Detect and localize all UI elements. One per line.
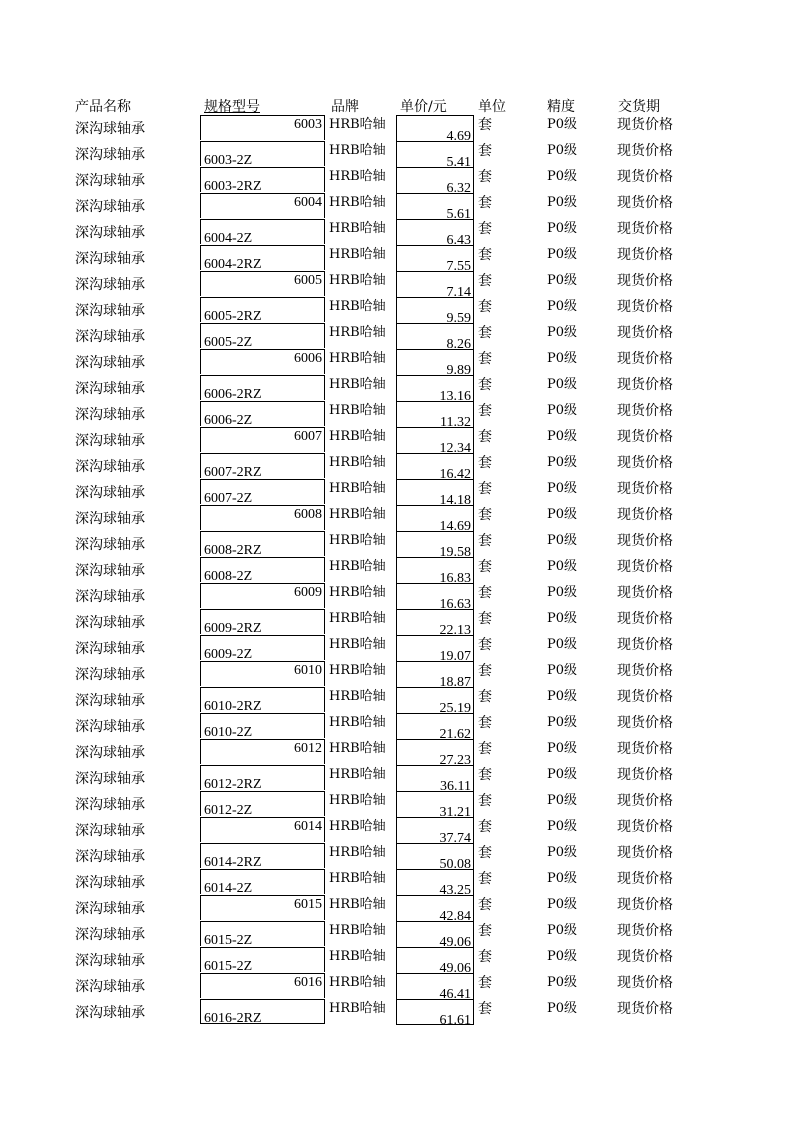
table-row: [0, 999, 793, 1028]
unit-price-cell: 14.18: [396, 479, 474, 505]
brand-cell: HRB哈轴: [329, 221, 386, 236]
precision-cell: P0级: [547, 741, 578, 756]
table-row: [0, 843, 793, 872]
unit-price-cell: 14.69: [396, 505, 474, 531]
brand-cell: HRB哈轴: [329, 533, 386, 548]
brand-cell: HRB哈轴: [329, 403, 386, 418]
precision-cell: P0级: [547, 663, 578, 678]
brand-cell: HRB哈轴: [329, 611, 386, 626]
delivery-cell: 现货价格: [617, 611, 673, 627]
unit-price-cell: 6.43: [396, 219, 474, 245]
model-cell: 6009-2RZ: [200, 609, 325, 634]
model-cell: 6005: [200, 271, 325, 296]
precision-cell: P0级: [547, 897, 578, 912]
precision-cell: P0级: [547, 195, 578, 210]
unit-price-cell: 49.06: [396, 947, 474, 973]
delivery-cell: 现货价格: [617, 715, 673, 731]
product-name-cell: 深沟球轴承: [75, 225, 145, 241]
product-name-cell: 深沟球轴承: [75, 173, 145, 189]
precision-cell: P0级: [547, 403, 578, 418]
table-row: [0, 817, 793, 846]
unit-cell: 套: [478, 325, 492, 341]
product-name-cell: 深沟球轴承: [75, 277, 145, 293]
model-cell: 6010: [200, 661, 325, 686]
table-row: [0, 505, 793, 534]
delivery-cell: 现货价格: [617, 429, 673, 445]
precision-cell: P0级: [547, 1001, 578, 1016]
brand-cell: HRB哈轴: [329, 299, 386, 314]
delivery-cell: 现货价格: [617, 767, 673, 783]
table-row: [0, 453, 793, 482]
model-cell: 6015: [200, 895, 325, 920]
model-cell: 6007: [200, 427, 325, 452]
brand-cell: HRB哈轴: [329, 689, 386, 704]
precision-cell: P0级: [547, 247, 578, 262]
model-cell: 6005-2RZ: [200, 297, 325, 322]
product-name-cell: 深沟球轴承: [75, 199, 145, 215]
delivery-cell: 现货价格: [617, 143, 673, 159]
unit-price-cell: 22.13: [396, 609, 474, 635]
delivery-cell: 现货价格: [617, 1001, 673, 1017]
table-row: [0, 297, 793, 326]
model-cell: 6010-2Z: [200, 713, 325, 738]
brand-cell: HRB哈轴: [329, 1001, 386, 1016]
unit-price-cell: 36.11: [396, 765, 474, 791]
brand-cell: HRB哈轴: [329, 793, 386, 808]
table-row: [0, 323, 793, 352]
precision-cell: P0级: [547, 143, 578, 158]
product-name-cell: 深沟球轴承: [75, 875, 145, 891]
precision-cell: P0级: [547, 377, 578, 392]
unit-price-cell: 25.19: [396, 687, 474, 713]
product-name-cell: 深沟球轴承: [75, 407, 145, 423]
product-name-cell: 深沟球轴承: [75, 1005, 145, 1021]
table-row: [0, 141, 793, 170]
unit-price-cell: 16.42: [396, 453, 474, 479]
model-cell: 6004-2RZ: [200, 245, 325, 270]
brand-cell: HRB哈轴: [329, 143, 386, 158]
unit-cell: 套: [478, 897, 492, 913]
unit-cell: 套: [478, 455, 492, 471]
precision-cell: P0级: [547, 585, 578, 600]
brand-cell: HRB哈轴: [329, 871, 386, 886]
delivery-cell: 现货价格: [617, 299, 673, 315]
table-row: [0, 115, 793, 144]
brand-cell: HRB哈轴: [329, 715, 386, 730]
unit-cell: 套: [478, 871, 492, 887]
model-cell: 6016: [200, 973, 325, 998]
product-name-cell: 深沟球轴承: [75, 329, 145, 345]
table-row: [0, 609, 793, 638]
precision-cell: P0级: [547, 793, 578, 808]
table-row: [0, 427, 793, 456]
brand-cell: HRB哈轴: [329, 351, 386, 366]
brand-cell: HRB哈轴: [329, 481, 386, 496]
product-name-cell: 深沟球轴承: [75, 667, 145, 683]
product-name-cell: 深沟球轴承: [75, 953, 145, 969]
table-row: [0, 557, 793, 586]
unit-cell: 套: [478, 429, 492, 445]
brand-cell: HRB哈轴: [329, 819, 386, 834]
unit-cell: 套: [478, 559, 492, 575]
table-row: [0, 401, 793, 430]
unit-cell: 套: [478, 793, 492, 809]
delivery-cell: 现货价格: [617, 273, 673, 289]
brand-cell: HRB哈轴: [329, 273, 386, 288]
precision-cell: P0级: [547, 507, 578, 522]
brand-cell: HRB哈轴: [329, 767, 386, 782]
product-name-cell: 深沟球轴承: [75, 511, 145, 527]
product-name-cell: 深沟球轴承: [75, 147, 145, 163]
table-row: [0, 531, 793, 560]
model-cell: 6003-2RZ: [200, 167, 325, 192]
model-cell: 6007-2Z: [200, 479, 325, 504]
delivery-cell: 现货价格: [617, 819, 673, 835]
product-name-cell: 深沟球轴承: [75, 745, 145, 761]
unit-cell: 套: [478, 923, 492, 939]
unit-cell: 套: [478, 611, 492, 627]
delivery-cell: 现货价格: [617, 975, 673, 991]
header-delivery: 交货期: [618, 99, 660, 115]
unit-price-cell: 11.32: [396, 401, 474, 427]
model-cell: 6004-2Z: [200, 219, 325, 244]
product-name-cell: 深沟球轴承: [75, 563, 145, 579]
precision-cell: P0级: [547, 325, 578, 340]
table-row: [0, 687, 793, 716]
unit-price-cell: 49.06: [396, 921, 474, 947]
unit-price-cell: 12.34: [396, 427, 474, 453]
brand-cell: HRB哈轴: [329, 663, 386, 678]
model-cell: 6006-2Z: [200, 401, 325, 426]
unit-price-cell: 5.41: [396, 141, 474, 167]
table-row: [0, 219, 793, 248]
brand-cell: HRB哈轴: [329, 325, 386, 340]
product-name-cell: 深沟球轴承: [75, 641, 145, 657]
precision-cell: P0级: [547, 273, 578, 288]
product-name-cell: 深沟球轴承: [75, 927, 145, 943]
delivery-cell: 现货价格: [617, 221, 673, 237]
unit-price-cell: 8.26: [396, 323, 474, 349]
model-cell: 6007-2RZ: [200, 453, 325, 478]
delivery-cell: 现货价格: [617, 507, 673, 523]
unit-cell: 套: [478, 377, 492, 393]
product-name-cell: 深沟球轴承: [75, 901, 145, 917]
unit-cell: 套: [478, 351, 492, 367]
delivery-cell: 现货价格: [617, 481, 673, 497]
brand-cell: HRB哈轴: [329, 741, 386, 756]
table-row: [0, 947, 793, 976]
brand-cell: HRB哈轴: [329, 845, 386, 860]
model-cell: 6016-2RZ: [200, 999, 325, 1024]
delivery-cell: 现货价格: [617, 637, 673, 653]
product-name-cell: 深沟球轴承: [75, 771, 145, 787]
brand-cell: HRB哈轴: [329, 637, 386, 652]
precision-cell: P0级: [547, 845, 578, 860]
price-column-bottom-border: [396, 1024, 474, 1025]
product-name-cell: 深沟球轴承: [75, 121, 145, 137]
unit-price-cell: 61.61: [396, 999, 474, 1025]
unit-cell: 套: [478, 273, 492, 289]
precision-cell: P0级: [547, 949, 578, 964]
delivery-cell: 现货价格: [617, 195, 673, 211]
unit-cell: 套: [478, 767, 492, 783]
precision-cell: P0级: [547, 819, 578, 834]
model-cell: 6006-2RZ: [200, 375, 325, 400]
delivery-cell: 现货价格: [617, 533, 673, 549]
unit-cell: 套: [478, 247, 492, 263]
model-column-bottom-border: [200, 1023, 325, 1024]
unit-cell: 套: [478, 819, 492, 835]
product-name-cell: 深沟球轴承: [75, 355, 145, 371]
delivery-cell: 现货价格: [617, 325, 673, 341]
precision-cell: P0级: [547, 611, 578, 626]
brand-cell: HRB哈轴: [329, 117, 386, 132]
unit-price-cell: 9.89: [396, 349, 474, 375]
unit-price-cell: 6.32: [396, 167, 474, 193]
model-cell: 6005-2Z: [200, 323, 325, 348]
unit-cell: 套: [478, 169, 492, 185]
brand-cell: HRB哈轴: [329, 559, 386, 574]
model-cell: 6008-2Z: [200, 557, 325, 582]
precision-cell: P0级: [547, 299, 578, 314]
unit-cell: 套: [478, 975, 492, 991]
model-cell: 6009-2Z: [200, 635, 325, 660]
product-name-cell: 深沟球轴承: [75, 251, 145, 267]
unit-cell: 套: [478, 1001, 492, 1017]
unit-cell: 套: [478, 299, 492, 315]
delivery-cell: 现货价格: [617, 923, 673, 939]
unit-cell: 套: [478, 195, 492, 211]
model-cell: 6012-2RZ: [200, 765, 325, 790]
product-name-cell: 深沟球轴承: [75, 719, 145, 735]
unit-price-cell: 13.16: [396, 375, 474, 401]
precision-cell: P0级: [547, 429, 578, 444]
product-name-cell: 深沟球轴承: [75, 537, 145, 553]
unit-price-cell: 9.59: [396, 297, 474, 323]
header-unit: 单位: [478, 99, 506, 115]
unit-price-cell: 42.84: [396, 895, 474, 921]
unit-cell: 套: [478, 533, 492, 549]
delivery-cell: 现货价格: [617, 247, 673, 263]
header-precision: 精度: [547, 99, 575, 115]
unit-cell: 套: [478, 117, 492, 133]
brand-cell: HRB哈轴: [329, 897, 386, 912]
delivery-cell: 现货价格: [617, 351, 673, 367]
model-cell: 6015-2Z: [200, 947, 325, 972]
product-name-cell: 深沟球轴承: [75, 693, 145, 709]
delivery-cell: 现货价格: [617, 845, 673, 861]
model-cell: 6015-2Z: [200, 921, 325, 946]
table-row: [0, 193, 793, 222]
table-row: [0, 791, 793, 820]
delivery-cell: 现货价格: [617, 377, 673, 393]
header-unit-price: 单价/元: [400, 99, 447, 115]
unit-cell: 套: [478, 741, 492, 757]
model-cell: 6014-2Z: [200, 869, 325, 894]
table-row: [0, 973, 793, 1002]
unit-price-cell: 37.74: [396, 817, 474, 843]
delivery-cell: 现货价格: [617, 585, 673, 601]
product-name-cell: 深沟球轴承: [75, 797, 145, 813]
precision-cell: P0级: [547, 221, 578, 236]
table-row: [0, 167, 793, 196]
product-name-cell: 深沟球轴承: [75, 459, 145, 475]
unit-cell: 套: [478, 143, 492, 159]
precision-cell: P0级: [547, 455, 578, 470]
brand-cell: HRB哈轴: [329, 455, 386, 470]
unit-price-cell: 50.08: [396, 843, 474, 869]
model-cell: 6008: [200, 505, 325, 530]
table-row: [0, 635, 793, 664]
table-row: [0, 375, 793, 404]
model-cell: 6003-2Z: [200, 141, 325, 166]
unit-price-cell: 4.69: [396, 115, 474, 141]
precision-cell: P0级: [547, 871, 578, 886]
product-name-cell: 深沟球轴承: [75, 303, 145, 319]
brand-cell: HRB哈轴: [329, 949, 386, 964]
unit-cell: 套: [478, 689, 492, 705]
header-product-name: 产品名称: [75, 99, 131, 115]
unit-price-cell: 7.14: [396, 271, 474, 297]
header-model: 规格型号: [204, 99, 260, 115]
delivery-cell: 现货价格: [617, 117, 673, 133]
unit-cell: 套: [478, 949, 492, 965]
precision-cell: P0级: [547, 351, 578, 366]
table-row: [0, 583, 793, 612]
precision-cell: P0级: [547, 715, 578, 730]
precision-cell: P0级: [547, 637, 578, 652]
table-row: [0, 895, 793, 924]
precision-cell: P0级: [547, 767, 578, 782]
precision-cell: P0级: [547, 169, 578, 184]
product-name-cell: 深沟球轴承: [75, 823, 145, 839]
model-cell: 6009: [200, 583, 325, 608]
model-cell: 6014-2RZ: [200, 843, 325, 868]
product-name-cell: 深沟球轴承: [75, 485, 145, 501]
unit-price-cell: 43.25: [396, 869, 474, 895]
delivery-cell: 现货价格: [617, 897, 673, 913]
unit-cell: 套: [478, 585, 492, 601]
delivery-cell: 现货价格: [617, 663, 673, 679]
product-name-cell: 深沟球轴承: [75, 849, 145, 865]
model-cell: 6012: [200, 739, 325, 764]
table-row: [0, 245, 793, 274]
unit-price-cell: 46.41: [396, 973, 474, 999]
delivery-cell: 现货价格: [617, 403, 673, 419]
unit-cell: 套: [478, 481, 492, 497]
header-brand: 品牌: [331, 99, 359, 115]
unit-cell: 套: [478, 845, 492, 861]
model-cell: 6008-2RZ: [200, 531, 325, 556]
table-row: [0, 739, 793, 768]
table-row: [0, 271, 793, 300]
precision-cell: P0级: [547, 481, 578, 496]
model-cell: 6012-2Z: [200, 791, 325, 816]
brand-cell: HRB哈轴: [329, 429, 386, 444]
precision-cell: P0级: [547, 689, 578, 704]
unit-price-cell: 21.62: [396, 713, 474, 739]
brand-cell: HRB哈轴: [329, 585, 386, 600]
unit-cell: 套: [478, 403, 492, 419]
model-cell: 6010-2RZ: [200, 687, 325, 712]
delivery-cell: 现货价格: [617, 689, 673, 705]
delivery-cell: 现货价格: [617, 949, 673, 965]
unit-price-cell: 7.55: [396, 245, 474, 271]
table-row: [0, 765, 793, 794]
table-row: [0, 869, 793, 898]
unit-cell: 套: [478, 663, 492, 679]
precision-cell: P0级: [547, 117, 578, 132]
brand-cell: HRB哈轴: [329, 377, 386, 392]
unit-price-cell: 19.07: [396, 635, 474, 661]
table-row: [0, 921, 793, 950]
delivery-cell: 现货价格: [617, 741, 673, 757]
table-row: [0, 713, 793, 742]
brand-cell: HRB哈轴: [329, 923, 386, 938]
delivery-cell: 现货价格: [617, 871, 673, 887]
brand-cell: HRB哈轴: [329, 247, 386, 262]
brand-cell: HRB哈轴: [329, 195, 386, 210]
precision-cell: P0级: [547, 559, 578, 574]
brand-cell: HRB哈轴: [329, 169, 386, 184]
unit-cell: 套: [478, 715, 492, 731]
unit-cell: 套: [478, 507, 492, 523]
model-cell: 6014: [200, 817, 325, 842]
model-cell: 6006: [200, 349, 325, 374]
delivery-cell: 现货价格: [617, 793, 673, 809]
product-name-cell: 深沟球轴承: [75, 381, 145, 397]
precision-cell: P0级: [547, 923, 578, 938]
delivery-cell: 现货价格: [617, 169, 673, 185]
unit-cell: 套: [478, 637, 492, 653]
table-row: [0, 349, 793, 378]
product-name-cell: 深沟球轴承: [75, 589, 145, 605]
table-row: [0, 661, 793, 690]
product-name-cell: 深沟球轴承: [75, 615, 145, 631]
table-row: [0, 479, 793, 508]
unit-price-cell: 27.23: [396, 739, 474, 765]
unit-price-cell: 5.61: [396, 193, 474, 219]
product-name-cell: 深沟球轴承: [75, 433, 145, 449]
unit-cell: 套: [478, 221, 492, 237]
product-name-cell: 深沟球轴承: [75, 979, 145, 995]
delivery-cell: 现货价格: [617, 455, 673, 471]
brand-cell: HRB哈轴: [329, 975, 386, 990]
unit-price-cell: 31.21: [396, 791, 474, 817]
unit-price-cell: 16.83: [396, 557, 474, 583]
precision-cell: P0级: [547, 975, 578, 990]
unit-price-cell: 16.63: [396, 583, 474, 609]
precision-cell: P0级: [547, 533, 578, 548]
delivery-cell: 现货价格: [617, 559, 673, 575]
model-cell: 6004: [200, 193, 325, 218]
unit-price-cell: 19.58: [396, 531, 474, 557]
unit-price-cell: 18.87: [396, 661, 474, 687]
model-cell: 6003: [200, 115, 325, 140]
brand-cell: HRB哈轴: [329, 507, 386, 522]
